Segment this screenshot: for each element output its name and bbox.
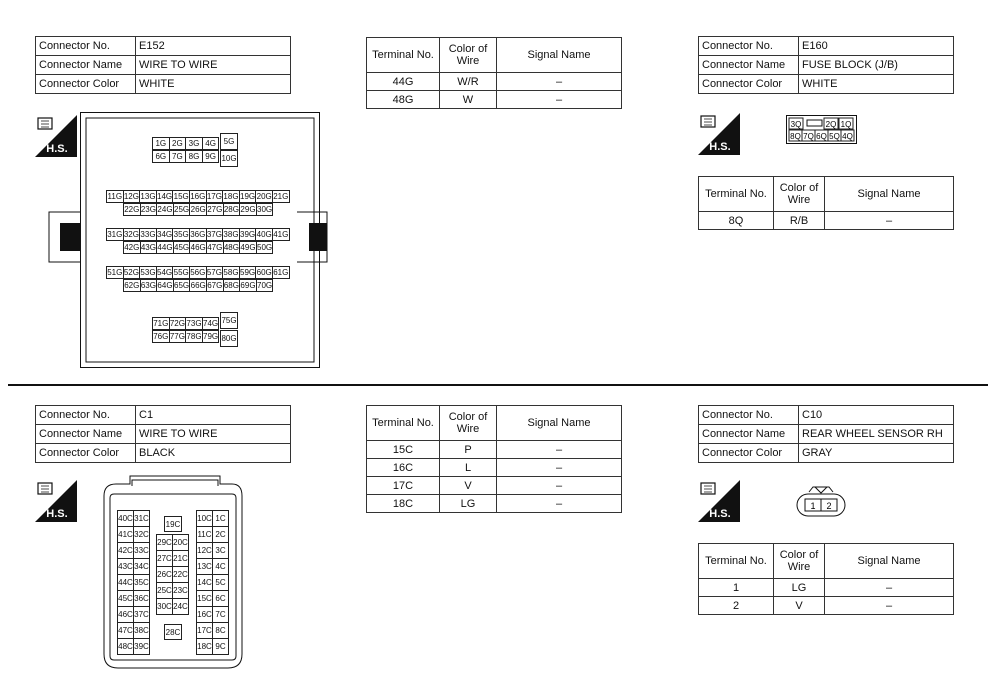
terminal-cell: 16G [190, 192, 206, 201]
terminal-cell: 71G [153, 319, 169, 328]
terminal-cell: 55G [173, 268, 189, 277]
terminal-cell: 8Q [699, 212, 774, 230]
terminal-cell: 65G [174, 281, 190, 290]
terminal-cell: 20C [172, 534, 189, 551]
terminal-cell: 62G [124, 281, 140, 290]
hs-label: H.S. [709, 508, 731, 520]
terminal-cell: 36C [133, 590, 150, 607]
wire-color-header: Color of Wire [440, 406, 497, 441]
terminal-cell: 69G [240, 281, 256, 290]
terminal-cell: 18C [196, 638, 213, 655]
terminal-cell: 2 [699, 597, 774, 615]
terminal-cell: 5G [220, 133, 238, 150]
wire-color-cell: R/B [774, 212, 825, 230]
terminal-cell: 13C [196, 558, 213, 575]
terminal-cell: 44C [117, 574, 134, 591]
signal-cell: – [497, 477, 622, 495]
connector-no-value: E152 [136, 37, 291, 56]
wire-color-cell: LG [440, 495, 497, 513]
signal-table-c1 [366, 405, 622, 513]
terminal-cell: 21G [273, 192, 289, 201]
terminal-cell: 22G [124, 205, 140, 214]
connector-color-label: Connector Color [699, 75, 799, 94]
connector-color-label: Connector Color [699, 444, 799, 463]
signal-cell: – [497, 73, 622, 91]
terminal-no-header: Terminal No. [367, 38, 440, 73]
terminal-cell: 6C [212, 590, 229, 607]
terminal-cell: 63G [140, 281, 156, 290]
terminal-cell: 78G [186, 332, 202, 341]
terminal-cell: 9C [212, 638, 229, 655]
connector-color-label: Connector Color [36, 444, 136, 463]
harness-side-icon [35, 480, 77, 522]
terminal-cell: 35G [173, 230, 189, 239]
terminal-cell: 18C [367, 495, 440, 513]
table-row [699, 579, 954, 597]
terminal-cell: 7C [212, 606, 229, 623]
connector-no-value: C10 [799, 406, 954, 425]
hs-label: H.S. [46, 143, 68, 155]
terminal-pin: 1Q [840, 120, 852, 129]
terminal-cell: 48G [367, 91, 440, 109]
terminal-cell: 44G [157, 243, 173, 252]
terminal-cell: 24C [172, 598, 189, 615]
terminal-cell: 11G [107, 192, 123, 201]
terminal-cell: 26G [190, 205, 206, 214]
wire-color-cell: P [440, 441, 497, 459]
signal-cell: – [825, 597, 954, 615]
terminal-cell: 11C [196, 526, 213, 543]
terminal-cell: 3G [185, 137, 203, 150]
connector-name-value: WIRE TO WIRE [136, 56, 291, 75]
terminal-cell: 60G [256, 268, 272, 277]
table-row [367, 441, 622, 459]
terminal-cell: 27C [156, 550, 173, 567]
wire-color-cell: V [440, 477, 497, 495]
wire-color-cell: W/R [440, 73, 497, 91]
terminal-cell: 15C [367, 441, 440, 459]
terminal-cell: 23G [140, 205, 156, 214]
terminal-cell: 31G [107, 230, 123, 239]
terminal-cell: 26C [156, 566, 173, 583]
terminal-cell: 5C [212, 574, 229, 591]
connector-info-e152 [35, 36, 291, 94]
connector-face-e160 [786, 115, 858, 145]
terminal-cell: 1C [212, 510, 229, 527]
terminal-cell: 44G [367, 73, 440, 91]
terminal-cell: 6G [152, 150, 170, 163]
terminal-cell: 29C [156, 534, 173, 551]
terminal-cell: 54G [157, 268, 173, 277]
terminal-cell: 57G [206, 268, 222, 277]
terminal-cell: 32G [123, 230, 139, 239]
wire-color-header: Color of Wire [440, 38, 497, 73]
terminal-no-header: Terminal No. [699, 177, 774, 212]
terminal-cell: 38G [223, 230, 239, 239]
table-row [367, 495, 622, 513]
terminal-cell: 4C [212, 558, 229, 575]
terminal-cell: 7G [169, 150, 187, 163]
terminal-cell: 13G [140, 192, 156, 201]
terminal-cell: 17C [196, 622, 213, 639]
terminal-cell: 45C [117, 590, 134, 607]
terminal-cell: 16C [367, 459, 440, 477]
terminal-cell: 15C [196, 590, 213, 607]
signal-cell: – [825, 212, 954, 230]
connector-name-value: REAR WHEEL SENSOR RH [799, 425, 954, 444]
terminal-cell: 9G [202, 150, 220, 163]
terminal-cell: 29G [240, 205, 256, 214]
connector-color-value: WHITE [136, 75, 291, 94]
terminal-cell: 41G [273, 230, 289, 239]
wire-color-cell: V [774, 597, 825, 615]
connector-no-value: E160 [799, 37, 954, 56]
signal-cell: – [497, 495, 622, 513]
terminal-cell: 3C [212, 542, 229, 559]
terminal-cell: 34C [133, 558, 150, 575]
terminal-cell: 38C [133, 622, 150, 639]
signal-cell: – [497, 459, 622, 477]
terminal-cell: 25C [156, 582, 173, 599]
terminal-cell: 47C [117, 622, 134, 639]
terminal-cell: 75G [220, 312, 238, 329]
connector-info-c1 [35, 405, 291, 463]
wire-color-cell: W [440, 91, 497, 109]
signal-name-header: Signal Name [825, 544, 954, 579]
connector-no-label: Connector No. [699, 406, 799, 425]
connector-no-value: C1 [136, 406, 291, 425]
connector-no-label: Connector No. [36, 37, 136, 56]
terminal-cell: 48G [223, 243, 239, 252]
terminal-cell: 10G [220, 150, 238, 167]
terminal-cell: 77G [169, 332, 185, 341]
terminal-cell: 52G [123, 268, 139, 277]
terminal-cell: 61G [273, 268, 289, 277]
harness-side-icon [35, 115, 77, 157]
connector-name-value: WIRE TO WIRE [136, 425, 291, 444]
terminal-cell: 74G [203, 319, 219, 328]
terminal-cell: 8G [185, 150, 203, 163]
wire-color-cell: LG [774, 579, 825, 597]
connector-face-c10 [795, 486, 847, 518]
signal-table-e160 [698, 176, 954, 230]
terminal-no-header: Terminal No. [367, 406, 440, 441]
terminal-cell: 24G [157, 205, 173, 214]
terminal-cell: 72G [169, 319, 185, 328]
terminal-cell: 73G [186, 319, 202, 328]
hs-label: H.S. [709, 141, 731, 153]
terminal-cell: 53G [140, 268, 156, 277]
connector-name-label: Connector Name [699, 56, 799, 75]
terminal-cell: 56G [190, 268, 206, 277]
connector-face-c1 [102, 474, 244, 670]
terminal-cell: 42C [117, 542, 134, 559]
terminal-cell: 23C [172, 582, 189, 599]
terminal-cell: 12G [123, 192, 139, 201]
terminal-cell: 1 [699, 579, 774, 597]
connector-color-value: WHITE [799, 75, 954, 94]
signal-name-header: Signal Name [497, 406, 622, 441]
terminal-cell: 51G [107, 268, 123, 277]
terminal-cell: 33G [140, 230, 156, 239]
terminal-cell: 28G [223, 205, 239, 214]
terminal-cell: 76G [153, 332, 169, 341]
terminal-cell: 28C [164, 624, 182, 640]
table-row [367, 459, 622, 477]
connector-name-label: Connector Name [36, 56, 136, 75]
wire-color-cell: L [440, 459, 497, 477]
connector-name-label: Connector Name [699, 425, 799, 444]
terminal-cell: 30C [156, 598, 173, 615]
table-row [699, 212, 954, 230]
terminal-cell: 70G [257, 281, 273, 290]
terminal-cell: 1G [152, 137, 170, 150]
terminal-cell: 21C [172, 550, 189, 567]
terminal-cell: 4G [202, 137, 220, 150]
signal-name-header: Signal Name [825, 177, 954, 212]
harness-side-icon [698, 480, 740, 522]
terminal-cell: 18G [223, 192, 239, 201]
terminal-cell: 46C [117, 606, 134, 623]
harness-side-icon [698, 113, 740, 155]
terminal-cell: 19C [164, 516, 182, 532]
terminal-cell: 47G [207, 243, 223, 252]
terminal-cell: 49G [240, 243, 256, 252]
table-row [367, 91, 622, 109]
terminal-cell: 20G [256, 192, 272, 201]
terminal-cell: 68G [223, 281, 239, 290]
connector-color-label: Connector Color [36, 75, 136, 94]
terminal-cell: 66G [190, 281, 206, 290]
terminal-pin: 2Q [825, 120, 837, 129]
terminal-pin: 2 [826, 501, 832, 511]
terminal-pin: 5Q [829, 132, 840, 141]
terminal-cell: 39C [133, 638, 150, 655]
terminal-cell: 27G [207, 205, 223, 214]
terminal-pin: 8Q [790, 132, 801, 141]
terminal-pin: 3Q [790, 120, 802, 129]
terminal-cell: 19G [240, 192, 256, 201]
connector-color-value: GRAY [799, 444, 954, 463]
terminal-cell: 64G [157, 281, 173, 290]
terminal-cell: 50G [257, 243, 273, 252]
terminal-cell: 59G [240, 268, 256, 277]
connector-name-label: Connector Name [36, 425, 136, 444]
terminal-no-header: Terminal No. [699, 544, 774, 579]
hs-label: H.S. [46, 508, 68, 520]
terminal-cell: 67G [207, 281, 223, 290]
signal-table-e152 [366, 37, 622, 109]
terminal-cell: 2G [169, 137, 187, 150]
terminal-cell: 40C [117, 510, 134, 527]
signal-table-c10 [698, 543, 954, 615]
connector-info-e160 [698, 36, 954, 94]
terminal-cell: 8C [212, 622, 229, 639]
connector-name-value: FUSE BLOCK (J/B) [799, 56, 954, 75]
signal-cell: – [825, 579, 954, 597]
terminal-cell: 16C [196, 606, 213, 623]
terminal-cell: 46G [190, 243, 206, 252]
terminal-cell: 79G [203, 332, 219, 341]
terminal-cell: 39G [240, 230, 256, 239]
terminal-cell: 25G [174, 205, 190, 214]
terminal-cell: 32C [133, 526, 150, 543]
connector-color-value: BLACK [136, 444, 291, 463]
terminal-cell: 31C [133, 510, 150, 527]
wire-color-header: Color of Wire [774, 177, 825, 212]
terminal-cell: 14C [196, 574, 213, 591]
terminal-cell: 33C [133, 542, 150, 559]
wire-color-header: Color of Wire [774, 544, 825, 579]
connector-no-label: Connector No. [36, 406, 136, 425]
terminal-cell: 10C [196, 510, 213, 527]
terminal-cell: 34G [157, 230, 173, 239]
terminal-cell: 17C [367, 477, 440, 495]
terminal-cell: 43G [140, 243, 156, 252]
terminal-pin: 6Q [816, 132, 827, 141]
terminal-cell: 48C [117, 638, 134, 655]
terminal-cell: 58G [223, 268, 239, 277]
terminal-pin: 4Q [842, 132, 853, 141]
terminal-cell: 14G [157, 192, 173, 201]
terminal-cell: 12C [196, 542, 213, 559]
terminal-cell: 37C [133, 606, 150, 623]
signal-name-header: Signal Name [497, 38, 622, 73]
connector-no-label: Connector No. [699, 37, 799, 56]
terminal-cell: 40G [256, 230, 272, 239]
terminal-cell: 37G [206, 230, 222, 239]
connector-info-c10 [698, 405, 954, 463]
terminal-cell: 45G [174, 243, 190, 252]
terminal-cell: 30G [257, 205, 273, 214]
table-row [699, 597, 954, 615]
terminal-cell: 41C [117, 526, 134, 543]
signal-cell: – [497, 441, 622, 459]
terminal-cell: 35C [133, 574, 150, 591]
signal-cell: – [497, 91, 622, 109]
terminal-cell: 17G [206, 192, 222, 201]
table-row [367, 73, 622, 91]
terminal-cell: 22C [172, 566, 189, 583]
terminal-pin: 1 [810, 501, 816, 511]
terminal-cell: 43C [117, 558, 134, 575]
terminal-cell: 80G [220, 330, 238, 347]
terminal-cell: 2C [212, 526, 229, 543]
terminal-cell: 42G [124, 243, 140, 252]
terminal-cell: 36G [190, 230, 206, 239]
terminal-cell: 15G [173, 192, 189, 201]
connector-lock-tabs [48, 211, 328, 263]
terminal-pin: 7Q [803, 132, 814, 141]
section-divider [8, 384, 988, 386]
table-row [367, 477, 622, 495]
